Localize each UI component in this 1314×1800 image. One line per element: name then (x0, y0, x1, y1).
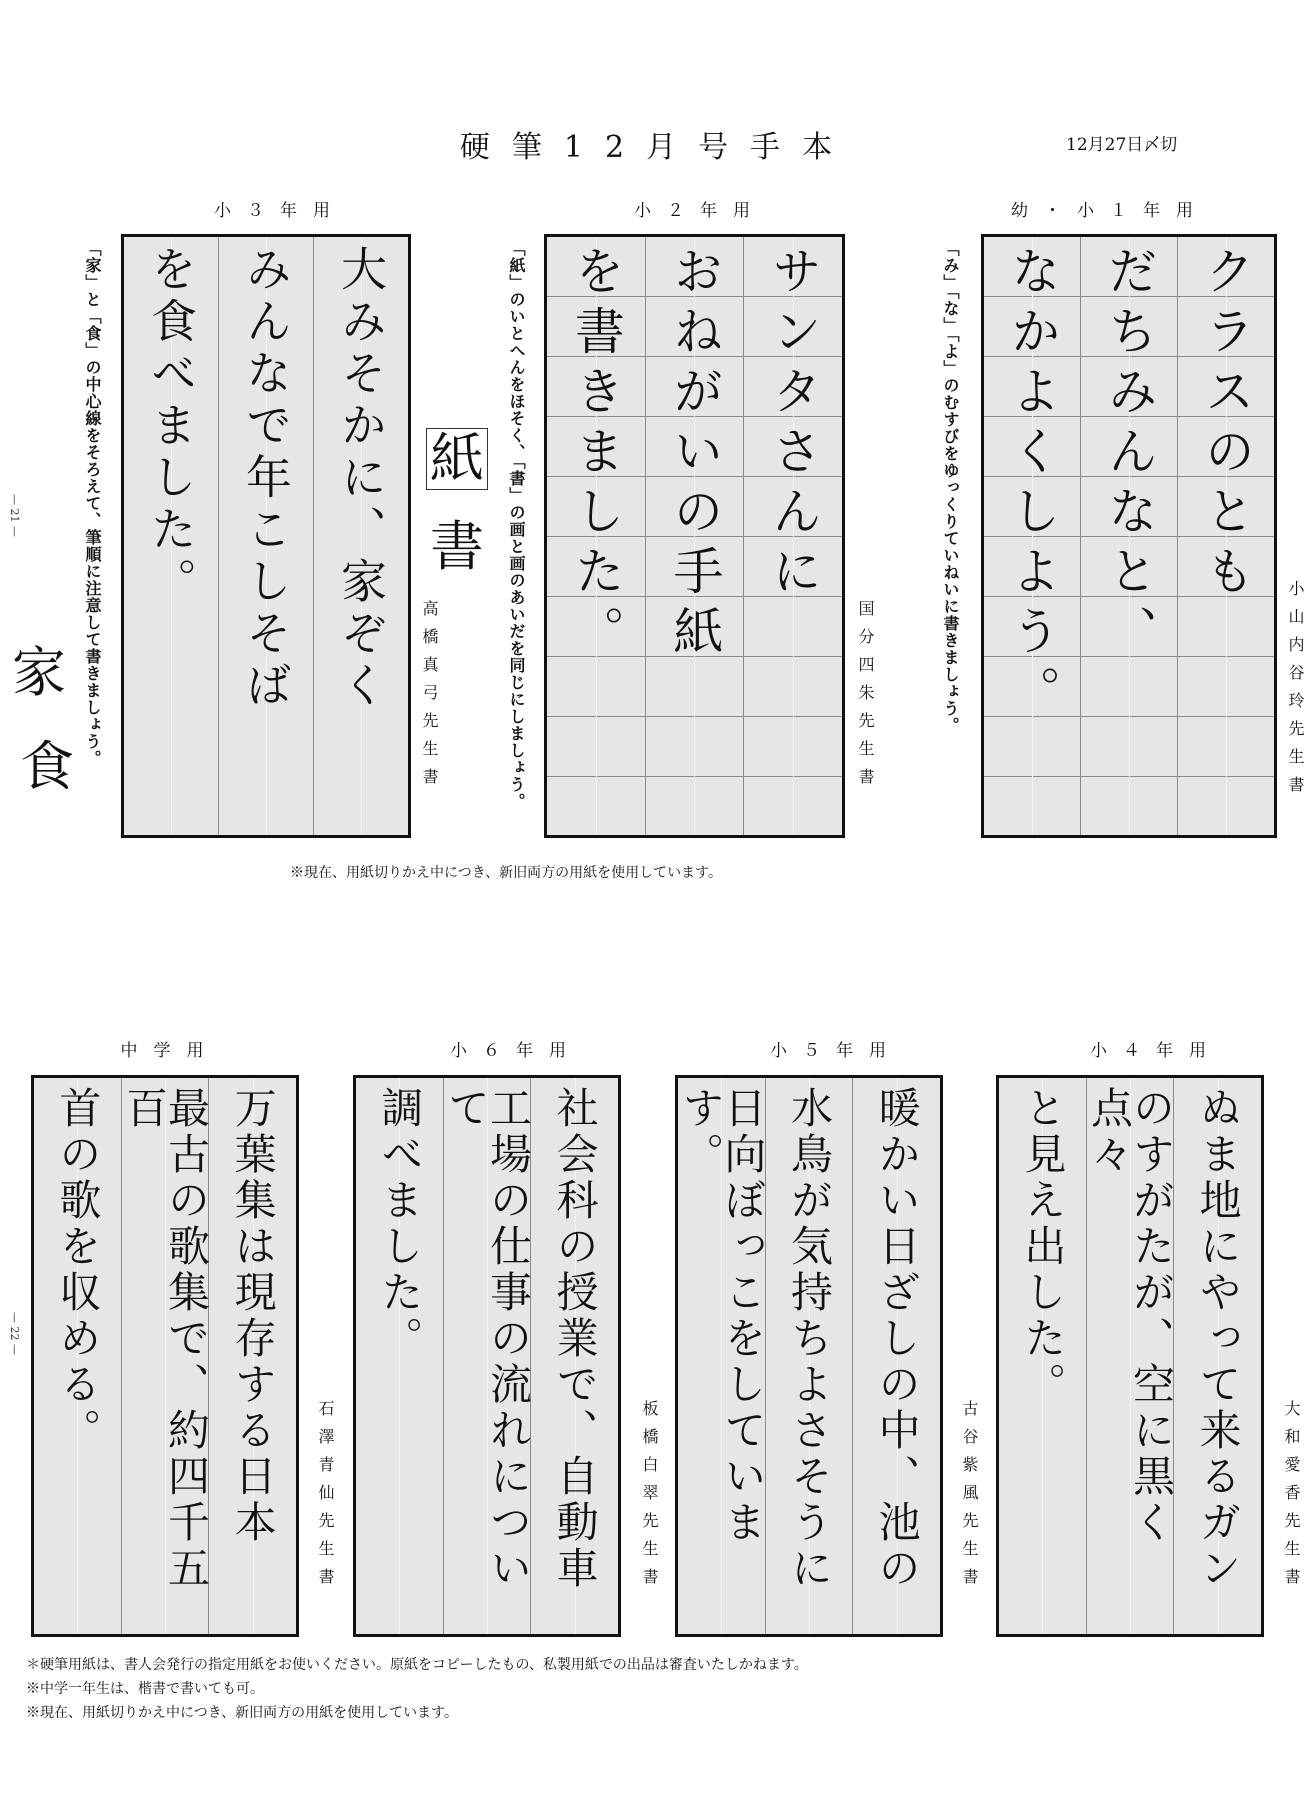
sheet-column (356, 1078, 443, 1634)
panel-label-grade4: 小４年用 (1090, 1041, 1222, 1061)
handwritten-line: 大みそかに、家ぞく (334, 245, 388, 713)
writing-sheet-grade4 (996, 1075, 1264, 1637)
handwritten-line: ぬま地にやって来るガン (1193, 1086, 1243, 1592)
panel-label-grade2: 小２年用 (634, 201, 766, 221)
handwritten-line: を書きました。 (566, 245, 625, 665)
instruction-note: 「家」と「食」の中心線をそろえて、筆順に注意して書きましょう。 (83, 240, 102, 767)
footnote: ※中学一年生は、楷書で書いても可。 (26, 1681, 264, 1697)
author-credit: 板橋白翠先生書 (640, 1400, 659, 1596)
writing-sheet-grade6 (353, 1075, 621, 1637)
handwritten-line: みんなで年こしそば (239, 245, 293, 713)
sheet-column (765, 1078, 853, 1634)
sheet-column (999, 1078, 1086, 1634)
author-credit: 大和愛香先生書 (1282, 1400, 1301, 1596)
author-credit: 国分四朱先生書 (856, 600, 875, 796)
author-credit: 古谷紫風先生書 (960, 1400, 979, 1596)
sheet-column (984, 237, 1080, 835)
footnote: ※現在、用紙切りかえ中につき、新旧両方の用紙を使用しています。 (26, 1705, 459, 1721)
sheet-column (645, 237, 744, 835)
sheet-column (124, 237, 218, 835)
sample-character: 食 (20, 735, 74, 798)
page-number: — 21 — (8, 494, 21, 537)
handwritten-line: 首の歌を収める。 (53, 1086, 103, 1454)
handwritten-line: 調べました。 (375, 1086, 425, 1362)
sample-character-box (426, 428, 488, 490)
page-number: — 22 — (8, 1312, 21, 1355)
handwritten-line: クラスのとも (1197, 245, 1255, 605)
sheet-column (852, 1078, 940, 1634)
sheet-column (1173, 1078, 1261, 1634)
handwritten-line: 最古の歌集で、約四千五百 (120, 1086, 211, 1592)
sample-character: 家 (12, 641, 66, 704)
sheet-column (547, 237, 645, 835)
sheet-column (313, 237, 408, 835)
writing-sheet-junior-high (31, 1075, 299, 1637)
deadline-date: 12月27日〆切 (1066, 135, 1178, 155)
sample-character: 紙 (430, 427, 484, 490)
handwritten-line: なかよくしよう。 (1003, 245, 1061, 725)
handwritten-line: だちみんなと、 (1100, 245, 1158, 665)
sheet-column (1080, 237, 1177, 835)
sheet-column (443, 1078, 531, 1634)
panel-label-grade1: 幼・小１年用 (1011, 201, 1209, 221)
handwritten-line: 水鳥が気持ちよさそうに (785, 1086, 834, 1592)
panel-label-grade6: 小６年用 (450, 1041, 582, 1061)
sheet-column (218, 237, 313, 835)
handwritten-line: 万葉集は現存する日本 (228, 1086, 278, 1546)
handwritten-line: 工場の仕事の流れについて (442, 1086, 533, 1592)
author-credit: 小山内谷玲先生書 (1286, 580, 1305, 804)
handwritten-line: 日向ぼっこをしています。 (676, 1086, 768, 1546)
sheet-column (530, 1078, 618, 1634)
handwritten-line: と見え出した。 (1018, 1086, 1068, 1408)
sheet-column (1086, 1078, 1174, 1634)
sheet-column (34, 1078, 121, 1634)
panel-label-grade5: 小５年用 (770, 1041, 902, 1061)
sheet-column (1177, 237, 1274, 835)
writing-sheet-grade2 (544, 234, 845, 838)
handwritten-line: のすがたが、空に黒く点々 (1085, 1086, 1176, 1546)
page-title: 硬筆12月号手本 (459, 130, 855, 165)
handwritten-line: を食べました。 (144, 245, 198, 609)
footnote: ※現在、用紙切りかえ中につき、新旧両方の用紙を使用しています。 (290, 865, 723, 881)
instruction-note: 「紙」のいとへんをほそく、「書」の画と画のあいだを同じにしましょう。 (507, 240, 526, 810)
instruction-note: 「み」「な」「よ」のむすびをゆっくりていねいに書きましょう。 (941, 240, 960, 734)
sheet-column (121, 1078, 209, 1634)
panel-label-grade3: 小３年用 (214, 201, 346, 221)
author-credit: 高橋真弓先生書 (420, 600, 439, 796)
footnote: ＊硬筆用紙は、書人会発行の指定用紙をお使いください。原紙をコピーしたもの、私製用紙での出品は審査いたしかねます。 (26, 1657, 808, 1673)
panel-label-junior-high: 中学用 (120, 1041, 220, 1061)
sheet-column (743, 237, 842, 835)
handwritten-line: 暖かい日ざしの中、池の (872, 1086, 922, 1592)
writing-sheet-grade5 (675, 1075, 943, 1637)
sample-character: 書 (430, 515, 484, 578)
sheet-column (208, 1078, 296, 1634)
author-credit: 石澤青仙先生書 (316, 1400, 335, 1596)
writing-sheet-grade1 (981, 234, 1277, 838)
handwritten-line: 社会科の授業で、自動車 (550, 1086, 600, 1592)
writing-sheet-grade3 (121, 234, 411, 838)
sheet-column (676, 1078, 768, 1634)
handwritten-line: おねがいの手紙 (665, 245, 724, 665)
handwritten-line: サンタさんに (764, 245, 823, 605)
